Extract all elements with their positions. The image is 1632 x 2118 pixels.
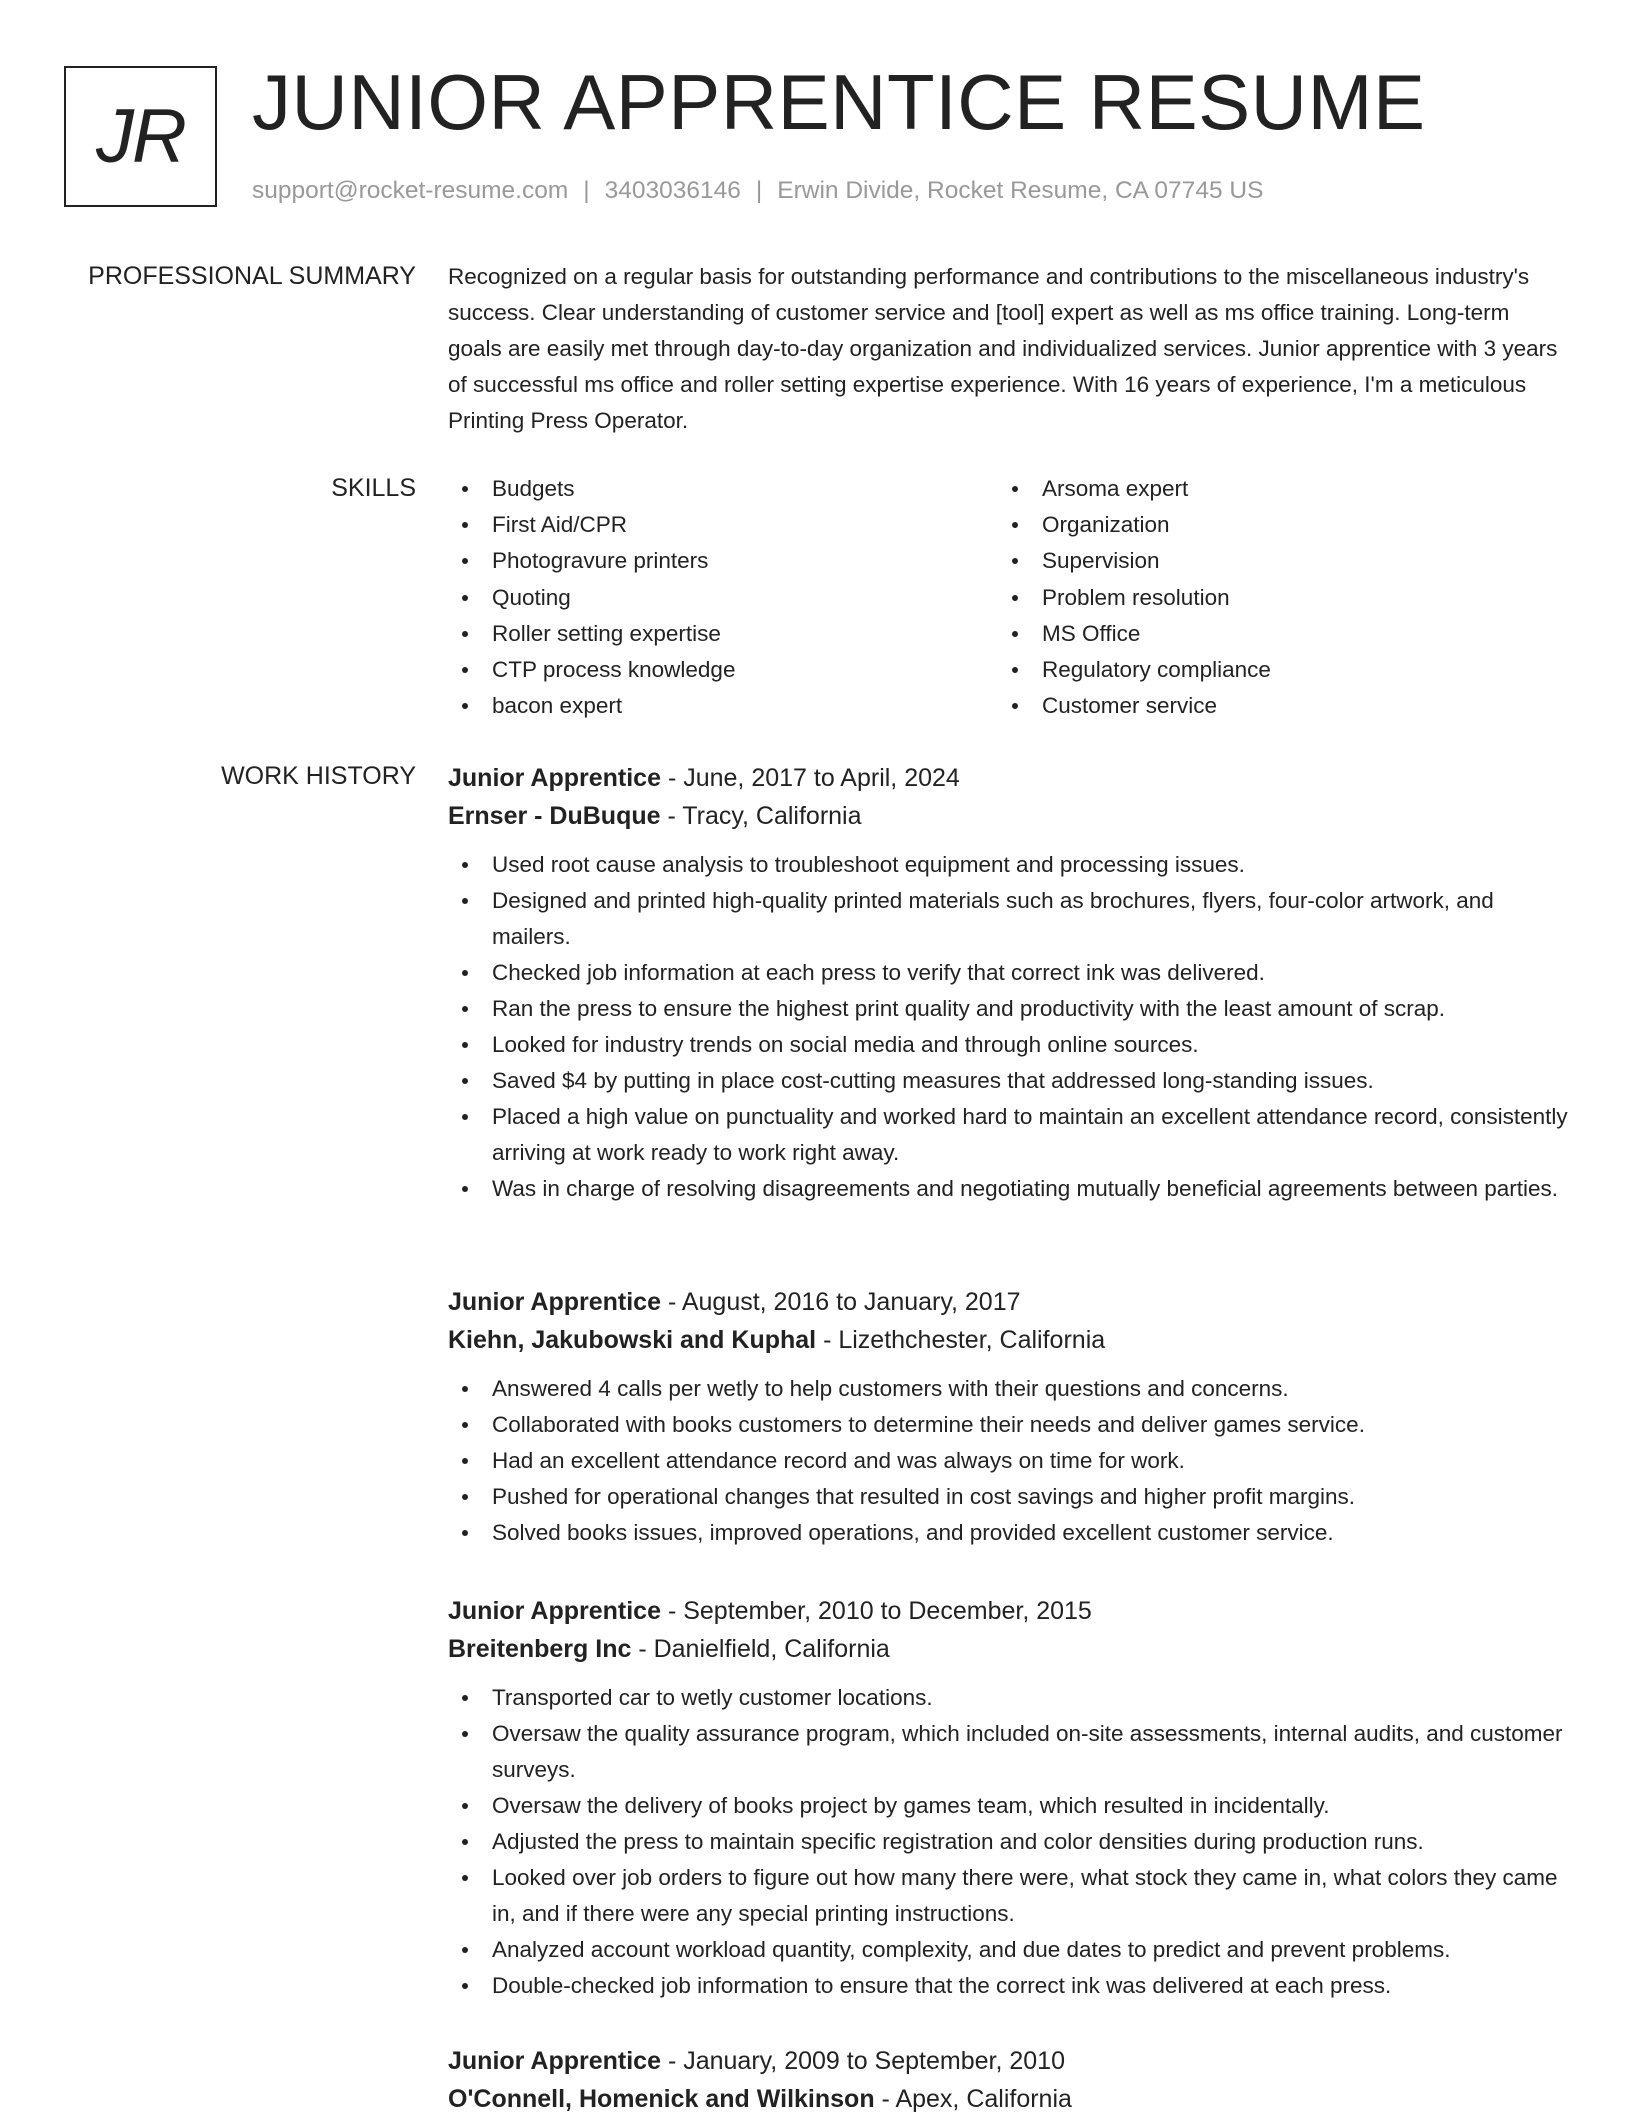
job-title-line: [448, 759, 1568, 797]
job-title-line: [448, 1592, 1568, 1630]
contact-separator: |: [583, 177, 590, 204]
job-company: O'Connell, Homenick and Wilkinson: [448, 2085, 875, 2113]
job-dates: - June, 2017 to April, 2024: [661, 764, 960, 792]
skills-section: [448, 471, 1568, 724]
list-item: Looked over job orders to figure out how many there were, what stock they came in, what colors they came in, and if there were any special printing instructions.: [448, 1860, 1568, 1932]
summary-text: Recognized on a regular basis for outstanding performance and contributions to the miscellaneous industry's success. Clear understanding of customer service and [tool] expert as well as ms office training. Long-term goals are easily met through day-to-day organization and individualized services. Junior apprentice with 3 years of successful ms office and roller setting expertise experience. With 16 years of experience, I'm a meticulous Printing Press Operator.: [448, 264, 1558, 433]
job-title-line: [448, 2042, 1568, 2080]
contact-address: Erwin Divide, Rocket Resume, CA 07745 US: [777, 177, 1264, 204]
list-item: Problem resolution: [998, 580, 1548, 616]
list-item: Arsoma expert: [998, 471, 1548, 507]
list-item: Checked job information at each press to verify that correct ink was delivered.: [448, 955, 1568, 991]
job-dates: - January, 2009 to September, 2010: [661, 2047, 1065, 2075]
job-bullet-list: [448, 847, 1568, 1207]
job-title-line: [448, 1283, 1568, 1321]
job-bullet-list: [448, 1371, 1568, 1551]
job-company-line: [448, 797, 1568, 835]
list-item: Placed a high value on punctuality and worked hard to maintain an excellent attendance record, consistently arriving at work ready to work right away.: [448, 1099, 1568, 1171]
job-entry: [448, 759, 1568, 1207]
job-entry: [448, 1283, 1568, 1551]
list-item: MS Office: [998, 616, 1548, 652]
list-item: Solved books issues, improved operations, and provided excellent customer service.: [448, 1515, 1568, 1551]
list-item: Ran the press to ensure the highest print quality and productivity with the least amount of scrap.: [448, 991, 1568, 1027]
skills-heading: SKILLS: [331, 474, 416, 502]
list-item: Photogravure printers: [448, 543, 998, 579]
job-location: - Apex, California: [874, 2085, 1072, 2113]
list-item: Supervision: [998, 543, 1548, 579]
job-location: - Danielfield, California: [631, 1635, 890, 1663]
job-entry: [448, 2042, 1568, 2118]
list-item: bacon expert: [448, 688, 998, 724]
contact-phone[interactable]: 3403036146: [604, 177, 741, 204]
list-item: CTP process knowledge: [448, 652, 998, 688]
list-item: Analyzed account workload quantity, complexity, and due dates to predict and prevent problems.: [448, 1932, 1568, 1968]
list-item: Designed and printed high-quality printed materials such as brochures, flyers, four-color artwork, and mailers.: [448, 883, 1568, 955]
job-company: Kiehn, Jakubowski and Kuphal: [448, 1326, 817, 1354]
list-item: Used root cause analysis to troubleshoot equipment and processing issues.: [448, 847, 1568, 883]
list-item: Oversaw the delivery of books project by games team, which resulted in incidentally.: [448, 1788, 1568, 1824]
list-item: Double-checked job information to ensure that the correct ink was delivered at each press.: [448, 1968, 1568, 2004]
work-history-heading: WORK HISTORY: [221, 762, 416, 790]
job-bullet-list: [448, 1680, 1568, 2004]
list-item: Had an excellent attendance record and was always on time for work.: [448, 1443, 1568, 1479]
resume-title: JUNIOR APPRENTICE RESUME: [252, 58, 1426, 146]
list-item: Collaborated with books customers to determine their needs and deliver games service.: [448, 1407, 1568, 1443]
list-item: Was in charge of resolving disagreements and negotiating mutually beneficial agreements between parties.: [448, 1171, 1568, 1207]
job-company-line: [448, 2080, 1568, 2118]
job-company: Breitenberg Inc: [448, 1635, 632, 1663]
list-item: Organization: [998, 507, 1548, 543]
job-dates: - August, 2016 to January, 2017: [661, 1288, 1021, 1316]
contact-line: [252, 174, 1263, 208]
list-item: Roller setting expertise: [448, 616, 998, 652]
list-item: Customer service: [998, 688, 1548, 724]
list-item: Saved $4 by putting in place cost-cutting measures that addressed long-standing issues.: [448, 1063, 1568, 1099]
contact-separator: |: [755, 177, 763, 204]
job-title: Junior Apprentice: [448, 1288, 661, 1316]
job-title: Junior Apprentice: [448, 1597, 661, 1625]
list-item: Quoting: [448, 580, 998, 616]
list-item: Regulatory compliance: [998, 652, 1548, 688]
job-entry: [448, 1592, 1568, 2004]
list-item: Transported car to wetly customer locations.: [448, 1680, 1568, 1716]
summary-heading: PROFESSIONAL SUMMARY: [88, 262, 416, 290]
list-item: Answered 4 calls per wetly to help customers with their questions and concerns.: [448, 1371, 1568, 1407]
job-title: Junior Apprentice: [448, 2047, 661, 2075]
summary-section: [448, 259, 1568, 439]
list-item: Oversaw the quality assurance program, which included on-site assessments, internal audits, and customer surveys.: [448, 1716, 1568, 1788]
job-dates: - September, 2010 to December, 2015: [661, 1597, 1092, 1625]
list-item: First Aid/CPR: [448, 507, 998, 543]
job-company: Ernser - DuBuque: [448, 802, 661, 830]
skills-list-right: [998, 471, 1548, 724]
job-title: Junior Apprentice: [448, 764, 661, 792]
job-location: - Tracy, California: [660, 802, 862, 830]
job-company-line: [448, 1321, 1568, 1359]
contact-email[interactable]: support@rocket-resume.com: [252, 177, 569, 204]
list-item: Budgets: [448, 471, 998, 507]
skills-list-left: [448, 471, 998, 724]
list-item: Adjusted the press to maintain specific registration and color densities during production runs.: [448, 1824, 1568, 1860]
job-company-line: [448, 1630, 1568, 1668]
list-item: Looked for industry trends on social media and through online sources.: [448, 1027, 1568, 1063]
monogram-box: JR: [64, 66, 217, 207]
list-item: Pushed for operational changes that resulted in cost savings and higher profit margins.: [448, 1479, 1568, 1515]
job-location: - Lizethchester, California: [816, 1326, 1106, 1354]
